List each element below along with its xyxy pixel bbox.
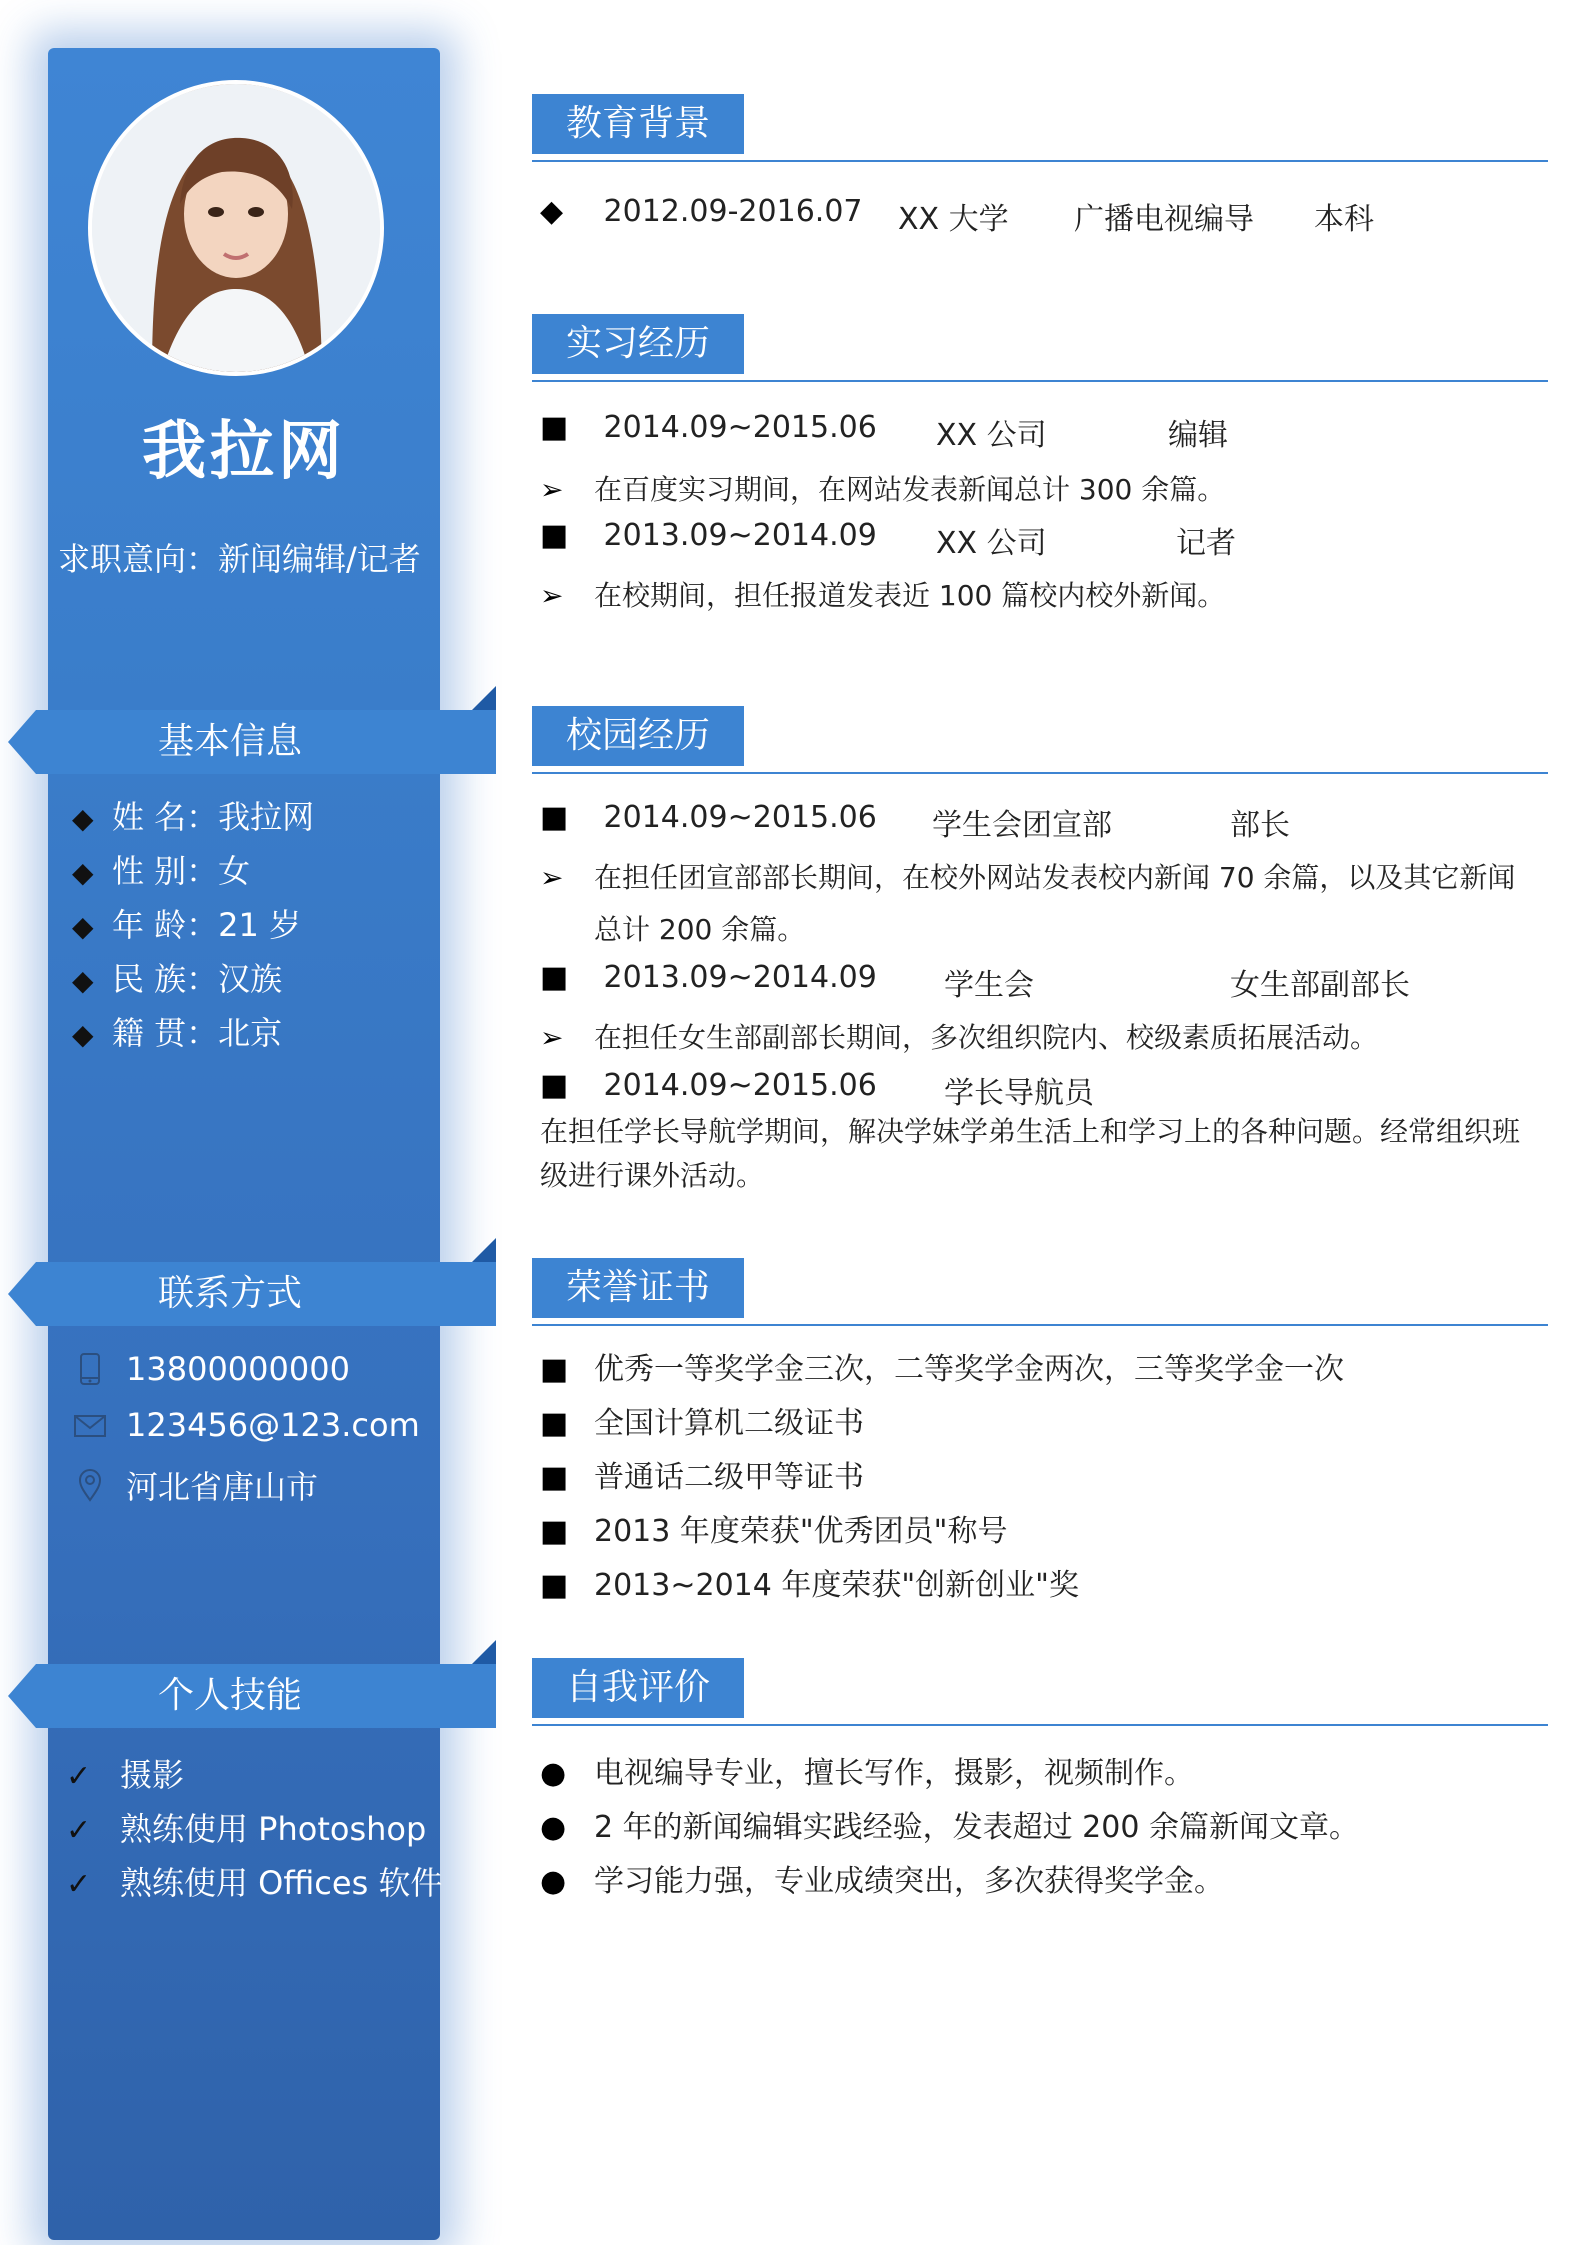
skill-label: 熟练使用 Photoshop — [120, 1810, 427, 1848]
campus-date: 2014.09~2015.06 — [603, 1068, 877, 1103]
education-title: 教育背景 — [532, 94, 744, 154]
internship-row — [540, 410, 1228, 453]
campus-org: 学生会 — [944, 968, 1034, 1003]
square-icon: ■ — [540, 960, 569, 995]
section-header-contact — [36, 1262, 496, 1326]
honor-item — [540, 1506, 1007, 1550]
skills-title: 个人技能 — [157, 1675, 302, 1716]
self-eval-title: 自我评价 — [532, 1658, 744, 1718]
skill-label: 摄影 — [120, 1756, 185, 1794]
diamond-icon: ◆ — [72, 802, 94, 835]
square-icon: ■ — [540, 1460, 569, 1495]
internship-desc — [540, 468, 1225, 508]
campus-org: 学长导航员 — [944, 1076, 1094, 1111]
ribbon-fold — [472, 686, 496, 710]
check-icon: ✓ — [66, 1759, 92, 1794]
diamond-icon: ◆ — [72, 964, 94, 997]
contact-title: 联系方式 — [157, 1273, 302, 1314]
arrow-icon: ➢ — [540, 861, 564, 894]
skill-item — [66, 1858, 442, 1904]
diamond-icon: ◆ — [72, 910, 94, 943]
info-row — [72, 900, 301, 946]
location-pin-icon — [72, 1467, 108, 1503]
info-row — [72, 846, 250, 892]
job-objective: 求职意向：新闻编辑/记者 — [58, 540, 421, 578]
section-header-skills — [36, 1664, 496, 1728]
square-icon: ■ — [540, 1568, 569, 1603]
section-header-campus — [532, 706, 1548, 774]
honor-item — [540, 1398, 864, 1442]
info-name: 姓 名：我拉网 — [112, 798, 315, 836]
campus-date: 2014.09~2015.06 — [603, 800, 877, 835]
mail-icon — [72, 1407, 108, 1443]
phone-icon — [72, 1351, 108, 1387]
campus-desc-continued: 总计 200 余篇。 — [594, 913, 806, 946]
self-eval-text: 学习能力强，专业成绩突出，多次获得奖学金。 — [594, 1864, 1224, 1899]
contact-phone-row — [72, 1350, 350, 1388]
campus-row — [540, 1068, 1094, 1111]
honor-text: 2013 年度荣获"优秀团员"称号 — [594, 1514, 1008, 1549]
self-eval-item — [540, 1856, 1224, 1900]
internship-role: 记者 — [1176, 526, 1236, 561]
section-header-education — [532, 94, 1548, 162]
education-date: 2012.09-2016.07 — [603, 194, 863, 229]
campus-title: 校园经历 — [532, 706, 744, 766]
education-degree: 本科 — [1314, 202, 1374, 237]
campus-desc — [540, 856, 1515, 896]
honors-title: 荣誉证书 — [532, 1258, 744, 1318]
internship-role: 编辑 — [1168, 418, 1228, 453]
campus-row — [540, 960, 1410, 1003]
internship-org: XX 公司 — [936, 526, 1047, 561]
campus-date: 2013.09~2014.09 — [603, 960, 877, 995]
sidebar — [48, 48, 443, 2240]
honor-item — [540, 1452, 864, 1496]
info-row — [72, 1008, 282, 1054]
internship-title: 实习经历 — [532, 314, 744, 374]
ribbon-fold — [472, 1238, 496, 1262]
skill-label: 熟练使用 Offices 软件 — [120, 1864, 443, 1902]
square-icon: ■ — [540, 1406, 569, 1441]
campus-desc-text: 在担任团宣部部长期间，在校外网站发表校内新闻 70 余篇，以及其它新闻 — [594, 861, 1516, 894]
section-header-internship — [532, 314, 1548, 382]
campus-paragraph: 在担任学长导航学期间，解决学妹学弟生活上和学习上的各种问题。经常组织班级进行课外活动。 — [540, 1115, 1521, 1192]
arrow-icon: ➢ — [540, 579, 564, 612]
education-school: XX 大学 — [898, 202, 1009, 237]
check-icon: ✓ — [66, 1867, 92, 1902]
diamond-icon: ◆ — [72, 1018, 94, 1051]
square-icon: ■ — [540, 410, 569, 445]
candidate-name: 我拉网 — [142, 415, 346, 489]
internship-desc-text: 在校期间，担任报道发表近 100 篇校内校外新闻。 — [594, 579, 1226, 612]
contact-address-row — [72, 1462, 318, 1508]
campus-desc-text: 在担任女生部副部长期间，多次组织院内、校级素质拓展活动。 — [594, 1021, 1379, 1054]
section-header-basic-info — [36, 710, 496, 774]
basic-info-title: 基本信息 — [157, 721, 302, 762]
info-hometown: 籍 贯：北京 — [112, 1014, 283, 1052]
contact-email-row — [72, 1406, 420, 1444]
bullet-dot-icon: ● — [540, 1810, 567, 1845]
info-row — [72, 954, 282, 1000]
check-icon: ✓ — [66, 1813, 92, 1848]
education-row — [540, 194, 1374, 237]
self-eval-text: 2 年的新闻编辑实践经验，发表超过 200 余篇新闻文章。 — [594, 1810, 1359, 1845]
campus-row — [540, 800, 1290, 843]
phone-number[interactable]: 13800000000 — [126, 1350, 350, 1388]
campus-org: 学生会团宣部 — [932, 808, 1112, 843]
info-ethnicity: 民 族：汉族 — [112, 960, 283, 998]
internship-date: 2013.09~2014.09 — [603, 518, 877, 553]
bullet-dot-icon: ● — [540, 1864, 567, 1899]
info-gender: 性 别：女 — [112, 852, 251, 890]
skill-item — [66, 1750, 184, 1796]
honor-text: 优秀一等奖学金三次，二等奖学金两次，三等奖学金一次 — [594, 1352, 1344, 1387]
campus-role: 女生部副部长 — [1230, 968, 1410, 1003]
diamond-icon: ◆ — [540, 194, 564, 229]
ribbon-fold — [472, 1640, 496, 1664]
square-icon: ■ — [540, 1352, 569, 1387]
info-row — [72, 792, 314, 838]
info-age: 年 龄：21 岁 — [112, 906, 302, 944]
honor-text: 2013~2014 年度荣获"创新创业"奖 — [594, 1568, 1079, 1603]
campus-role: 部长 — [1230, 808, 1290, 843]
self-eval-item — [540, 1748, 1194, 1792]
honor-text: 普通话二级甲等证书 — [594, 1460, 864, 1495]
internship-org: XX 公司 — [936, 418, 1047, 453]
bullet-dot-icon: ● — [540, 1756, 567, 1791]
honor-item — [540, 1560, 1079, 1604]
square-icon: ■ — [540, 1068, 569, 1103]
internship-row — [540, 518, 1236, 561]
profile-photo — [88, 80, 384, 376]
arrow-icon: ➢ — [540, 473, 564, 506]
campus-desc — [540, 1016, 1378, 1056]
square-icon: ■ — [540, 1514, 569, 1549]
square-icon: ■ — [540, 518, 569, 553]
section-header-honors — [532, 1258, 1548, 1326]
honor-text: 全国计算机二级证书 — [594, 1406, 864, 1441]
internship-date: 2014.09~2015.06 — [603, 410, 877, 445]
self-eval-text: 电视编导专业，擅长写作，摄影，视频制作。 — [594, 1756, 1194, 1791]
diamond-icon: ◆ — [72, 856, 94, 889]
email-address[interactable]: 123456@123.com — [126, 1406, 420, 1444]
section-header-self-eval — [532, 1658, 1548, 1726]
internship-desc — [540, 574, 1225, 614]
education-major: 广播电视编导 — [1074, 202, 1254, 237]
honor-item — [540, 1344, 1344, 1388]
address: 河北省唐山市 — [126, 1468, 319, 1506]
self-eval-item — [540, 1802, 1359, 1846]
square-icon: ■ — [540, 800, 569, 835]
internship-desc-text: 在百度实习期间，在网站发表新闻总计 300 余篇。 — [594, 473, 1226, 506]
skill-item — [66, 1804, 426, 1850]
arrow-icon: ➢ — [540, 1021, 564, 1054]
